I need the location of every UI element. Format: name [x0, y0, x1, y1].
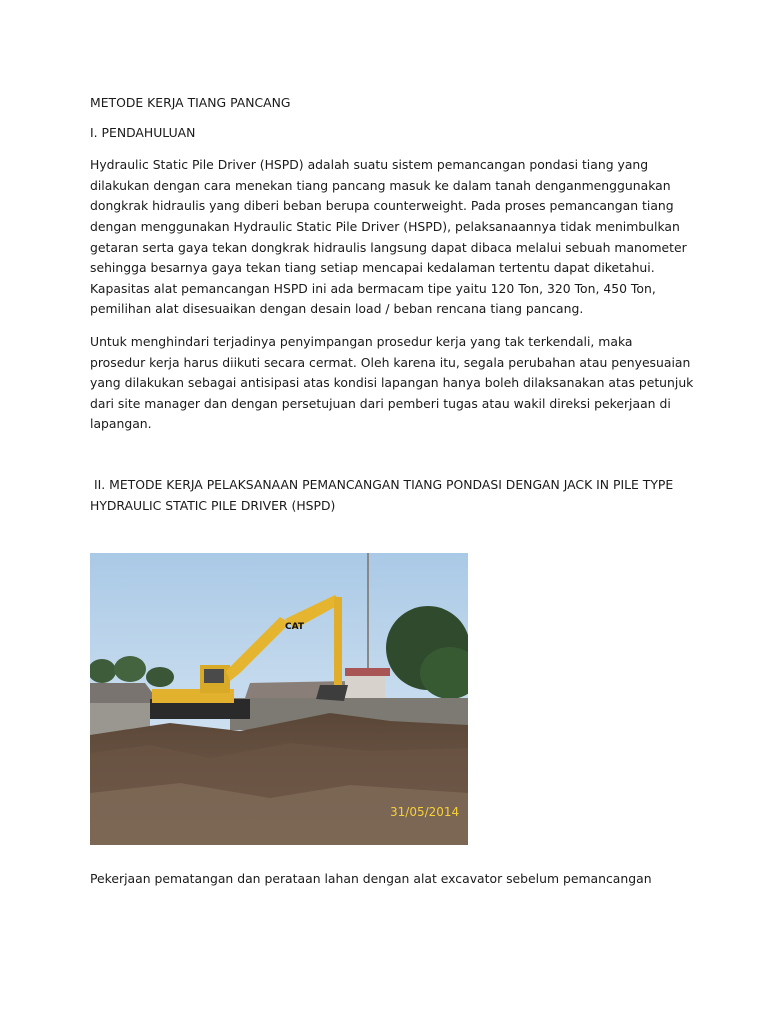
paragraph-line: prosedur kerja harus diikuti secara cermat. Oleh karena itu, segala perubahan atau penyesuaian — [90, 354, 691, 370]
photo-caption: Pekerjaan pematangan dan perataan lahan dengan alat excavator sebelum pemancangan — [90, 871, 652, 887]
section-2-heading-line: II. METODE KERJA PELAKSANAAN PEMANCANGAN TIANG PONDASI DENGAN JACK IN PILE TYPE — [90, 476, 674, 492]
section-2-heading-line: HYDRAULIC STATIC PILE DRIVER (HSPD) — [90, 497, 336, 513]
paragraph-line: pemilihan alat disesuaikan dengan desain load / beban rencana tiang pancang. — [90, 301, 584, 317]
paragraph-line: dari site manager dan dengan persetujuan dari pemberi tugas atau wakil direksi pekerjaan di — [90, 395, 671, 411]
document-title: METODE KERJA TIANG PANCANG — [90, 95, 291, 110]
section-2-heading — [90, 475, 690, 516]
excavator-photo — [90, 553, 468, 845]
paragraph-line: dongkrak hidraulis yang diberi beban berupa counterweight. Pada proses pemancangan tiang — [90, 198, 674, 214]
paragraph-line: dengan menggunakan Hydraulic Static Pile Driver (HSPD), pelaksanaannya tidak menimbulkan — [90, 218, 680, 234]
document-body — [90, 93, 694, 516]
paragraph-line: Kapasitas alat pemancangan HSPD ini ada bermacam tipe yaitu 120 Ton, 320 Ton, 450 Ton, — [90, 280, 656, 296]
paragraph-2 — [90, 332, 694, 435]
paragraph-line: Hydraulic Static Pile Driver (HSPD) adalah suatu sistem pemancangan pondasi tiang yang — [90, 157, 649, 173]
paragraph-line: sehingga besarnya gaya tekan tiang setiap mencapai kedalaman tertentu dapat diketahui. — [90, 260, 655, 276]
photo-date-stamp: 31/05/2014 — [390, 805, 460, 819]
paragraph-line: lapangan. — [90, 416, 152, 432]
paragraph-line: dilakukan dengan cara menekan tiang pancang masuk ke dalam tanah denganmenggunakan — [90, 177, 671, 193]
paragraph-1 — [90, 155, 690, 320]
paragraph-line: getaran serta gaya tekan dongkrak hidraulis langsung dapat dibaca melalui sebuah manometer — [90, 239, 687, 255]
machine-brand-label: CAT — [285, 622, 305, 632]
section-1-heading: I. PENDAHULUAN — [90, 124, 196, 140]
paragraph-line: Untuk menghindari terjadinya penyimpangan prosedur kerja yang tak terkendali, maka — [90, 333, 633, 349]
paragraph-line: yang dilakukan sebagai antisipasi atas kondisi lapangan hanya boleh dilaksanakan atas petunjuk — [90, 375, 694, 391]
